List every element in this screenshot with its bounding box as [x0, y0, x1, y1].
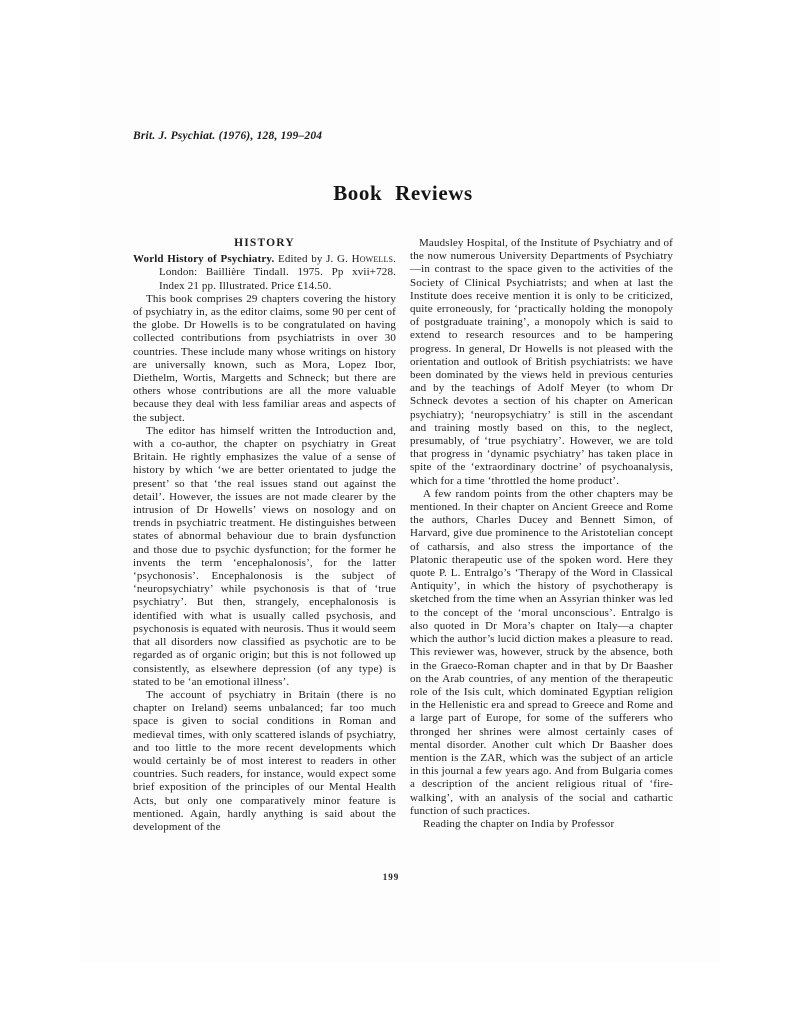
review-paragraph: Reading the chapter on India by Professor	[423, 817, 615, 830]
citation-edited-by: Edited by J. G.	[274, 253, 352, 266]
left-column	[133, 237, 396, 834]
review-paragraph: A few random points from the other chapters may be mentioned. In their chapter on Ancient Greece and Rome the authors, Charles Ducey and Bennett Simon, of Harvard, give due prominence to the Aristotelian concept of catharsis, and also stress the importance of the Platonic therapeutic use of the spoken word. Here they quote P. L. Entralgo’s ‘Therapy of the Word in Classical Antiquity’, in which the history of psychotherapy is sketched from the time when an Assyrian thinker was led to the concept of the ‘moral unconscious’. Entralgo is also quoted in Dr Mora’s chapter on Italy—a chapter which the author’s lucid diction makes a pleasure to read. This reviewer was, however, struck by the absence, both in the Graeco-Roman chapter and in that by Dr Baasher on the Arab countries, of any mention of the therapeutic role of the Isis cult, which dominated Egyptian religion in the Hellenistic era and spread to Greece and Rome and a large part of Europe, for some of the sufferers who thronged her shrines were almost certainly cases of mental disorder. Another cult which Dr Baasher does mention is the ZAR, which was the subject of an article in this journal a few years ago. And from Bulgaria comes a description of the ancient religious ritual of ‘fire-walking’, with an analysis of the social and cathartic function of such practices.	[410, 487, 673, 817]
journal-volume: 128	[256, 130, 275, 142]
citation-editor-name: Howells	[351, 253, 394, 266]
review-paragraph: The editor has himself written the Introduction and, with a co-author, the chapter on psychiatry in Great Britain. He rightly emphasizes the value of a sense of history by which ‘we are better orientated to judge the present’ so that ‘the real issues stand out against the detail’. However, the issues are not made clearer by the intrusion of Dr Howells’ views on nosology and on trends in psychiatric treatment. He distinguishes between states of abnormal behaviour due to brain dysfunction and those due to psychic dysfunction; for the former he invents the term ‘encephalonosis’, for the latter ‘psychonosis’. Encephalonosis is the subject of ‘neuropsychiatry’ while psychonosis is that of ‘true psychiatry’. But then, strangely, encephalonosis is identified with what is usually called psychosis, and psychonosis is equated with neurosis. Thus it would seem that all disorders now classified as psychotic are to be regarded as of organic origin; but this is not followed up consistently, as elsewhere depression (of any type) is stated to be ‘an emotional illness’.	[133, 424, 396, 688]
book-title: World History of Psychiatry.	[133, 253, 275, 266]
citation-publisher-details: . London: Baillière Tindall. 1975. Pp xvii+728. Index 21 pp. Illustrated. Price £14.50.	[159, 253, 396, 292]
section-heading: HISTORY	[234, 237, 295, 249]
right-column	[410, 237, 673, 834]
page-number: 199	[382, 872, 400, 882]
journal-page-range: , 199–204	[274, 130, 323, 142]
page-title: Book Reviews	[333, 181, 473, 205]
journal-name-issue: Brit. J. Psychiat. (1976),	[133, 130, 257, 142]
review-paragraph-continuation: Maudsley Hospital, of the Institute of Psychiatry and of the now numerous University Departments of Psychiatry—in contrast to the space given to the activities of the Society of Clinical Psychiatrists; and when at last the Institute does receive mention it is only to be criticized, quite erroneously, for ‘practically holding the monopoly of postgraduate training’, a monopoly which is said to extend to research resources and to be hampering progress. In general, Dr Howells is not pleased with the orientation and outlook of British psychiatrists: we have been dominated by the views held in previous centuries and by the teachings of Adolf Meyer (to whom Dr Schneck devotes a section of his chapter on American psychiatry); ‘neuropsychiatry’ is still in the ascendant and training mostly based on this, to the neglect, presumably, of ‘true psychiatry’. However, we are told that progress in ‘dynamic psychiatry’ has taken place in spite of the ‘extraordinary doctrine’ of psychoanalysis, which for a time ‘throttled the home product’.	[410, 237, 673, 487]
two-column-text-block	[133, 237, 673, 834]
journal-citation-header	[133, 130, 322, 142]
review-paragraph: The account of psychiatry in Britain (there is no chapter on Ireland) seems unbalanced; far too much space is given to social conditions in Roman and medieval times, with only scattered islands of psychiatry, and too little to the more recent developments which would certainly be of most interest to readers in other countries. Such readers, for instance, would expect some brief exposition of the principles of our Mental Health Acts, but only one comparatively minor feature is mentioned. Again, hardly anything is said about the development of the	[133, 688, 396, 833]
book-citation	[133, 253, 396, 293]
review-paragraph: This book comprises 29 chapters covering the history of psychiatry in, as the editor claims, some 90 per cent of the globe. Dr Howells is to be congratulated on having collected contributions from psychiatrists in over 30 countries. These include many whose writings on history are universally known, such as Mora, Lopez Ibor, Diethelm, Wortis, Margetts and Schneck; but there are others whose contributions are all the more valuable because they deal with less familiar areas and aspects of the subject.	[133, 292, 396, 424]
